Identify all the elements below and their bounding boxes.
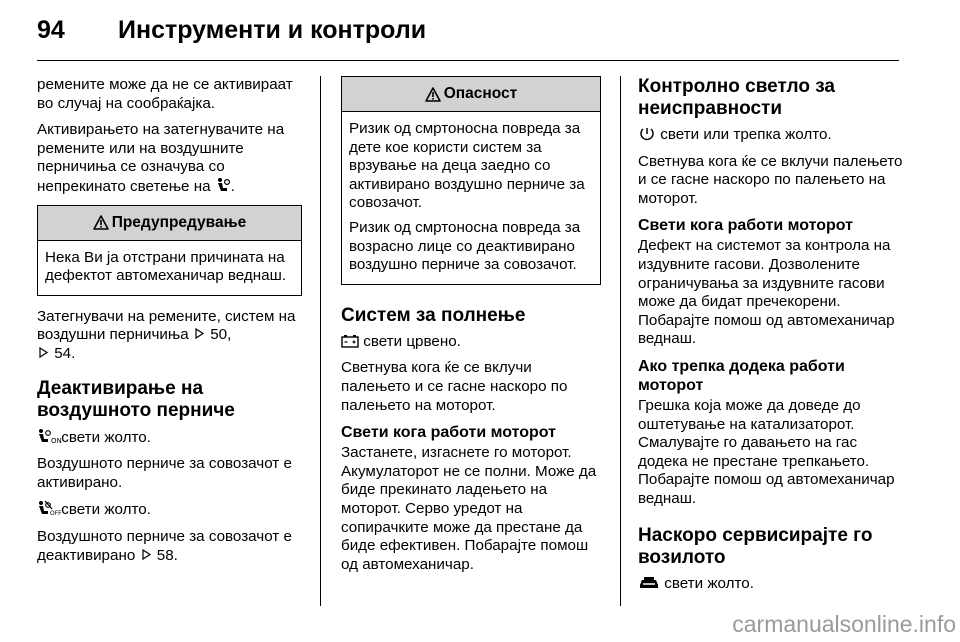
column-divider-1 <box>320 76 321 606</box>
paragraph: Воздушното перниче за совозачот е деактивирано 58. <box>37 527 292 564</box>
page-number: 94 <box>37 16 65 44</box>
page-title: Инструменти и контроли <box>118 16 427 44</box>
caution-heading: Предупредување <box>38 206 301 241</box>
paragraph: Дефект на системот за контрола на издувните гасови. Дозволените ограничувања за издувните гасови може да бидат пречекорени. Побарајте помош од автомеханичар веднаш. <box>638 237 895 348</box>
paragraph: Воздушното перниче за совозачот е активирано. <box>37 455 292 491</box>
danger-heading: Опасност <box>342 77 600 112</box>
subheading: Ако трепка додека работи моторот <box>638 357 845 394</box>
caution-box <box>37 205 302 296</box>
paragraph: ON свети жолто. <box>37 428 302 448</box>
subheading: Свети кога работи моторот <box>341 424 556 442</box>
column-1 <box>37 76 302 573</box>
paragraph: Активирањето на затегнувачите на ремените или на воздушните перничиња се означува со непрекинато светење на . <box>37 121 285 195</box>
paragraph: Грешка која може да доведе до оштетување на катализаторот. Смалувајте го давањето на гас додека не престане трепкањето. Побарајте помош од автомеханичар веднаш. <box>638 396 895 507</box>
paragraph: OFF свети жолто. <box>37 500 302 520</box>
warning-triangle-icon <box>425 87 441 102</box>
section-heading: Контролно светло за неисправности <box>638 76 835 119</box>
watermark: carmanualsonline.info <box>732 611 956 637</box>
paragraph: свети црвено. <box>341 333 601 352</box>
section-heading: Систем за полнење <box>341 304 526 326</box>
column-3 <box>638 76 906 601</box>
paragraph: Застанете, изгаснете го моторот. Акумулаторот не се полни. Може да биде прекинато ладењето на моторот. Серво уредот на сопирачките може да престане да биде ефективен. Побарајте помош од автомеханичар. <box>341 444 597 573</box>
passenger-airbag-on-icon <box>37 428 62 445</box>
danger-box <box>341 76 601 285</box>
page-reference-icon <box>141 549 152 560</box>
page-header <box>0 0 960 64</box>
svg-text:OFF: OFF <box>50 510 62 518</box>
battery-icon <box>341 334 359 348</box>
column-2 <box>341 76 601 582</box>
danger-text: Ризик од смртоносна повреда за дете кое користи систем за врзување на деца заедно со активирано воздушно перниче за совозачот. <box>349 120 585 212</box>
warning-triangle-icon <box>93 215 109 230</box>
paragraph: свети жолто. <box>638 575 906 594</box>
page-reference-icon <box>194 328 205 339</box>
svg-text:ON: ON <box>51 436 62 445</box>
paragraph: ремените може да не се активираат во случај на сообраќајка. <box>37 76 293 112</box>
paragraph: Светнува кога ќе се вклучи палењето и се гасне наскоро по палењето на моторот. <box>341 359 568 414</box>
danger-text: Ризик од смртоносна повреда за возрасно лице со деактивирано воздушно перниче за совозачот. <box>349 218 581 274</box>
header-divider <box>37 60 899 61</box>
section-heading: Деактивирање на воздушното перниче <box>37 377 235 421</box>
subheading: Свети кога работи моторот <box>638 217 853 235</box>
caution-text: Нека Ви ја отстрани причината на дефектот автомеханичар веднаш. <box>45 248 286 285</box>
paragraph: свети или трепка жолто. <box>638 126 906 145</box>
paragraph: Светнува кога ќе се вклучи палењето и се гасне наскоро по палењето на моторот. <box>638 152 903 207</box>
passenger-airbag-off-icon <box>37 500 62 518</box>
airbag-seat-icon <box>215 177 231 193</box>
engine-check-icon <box>638 127 656 141</box>
service-car-wrench-icon <box>638 576 660 590</box>
page-reference-icon <box>38 347 49 358</box>
paragraph: Затегнувачи на ремените, систем на воздушни перничиња 50, 54. <box>37 307 296 362</box>
section-heading: Наскоро сервисирајте го возилото <box>638 524 873 568</box>
column-divider-2 <box>620 76 621 606</box>
